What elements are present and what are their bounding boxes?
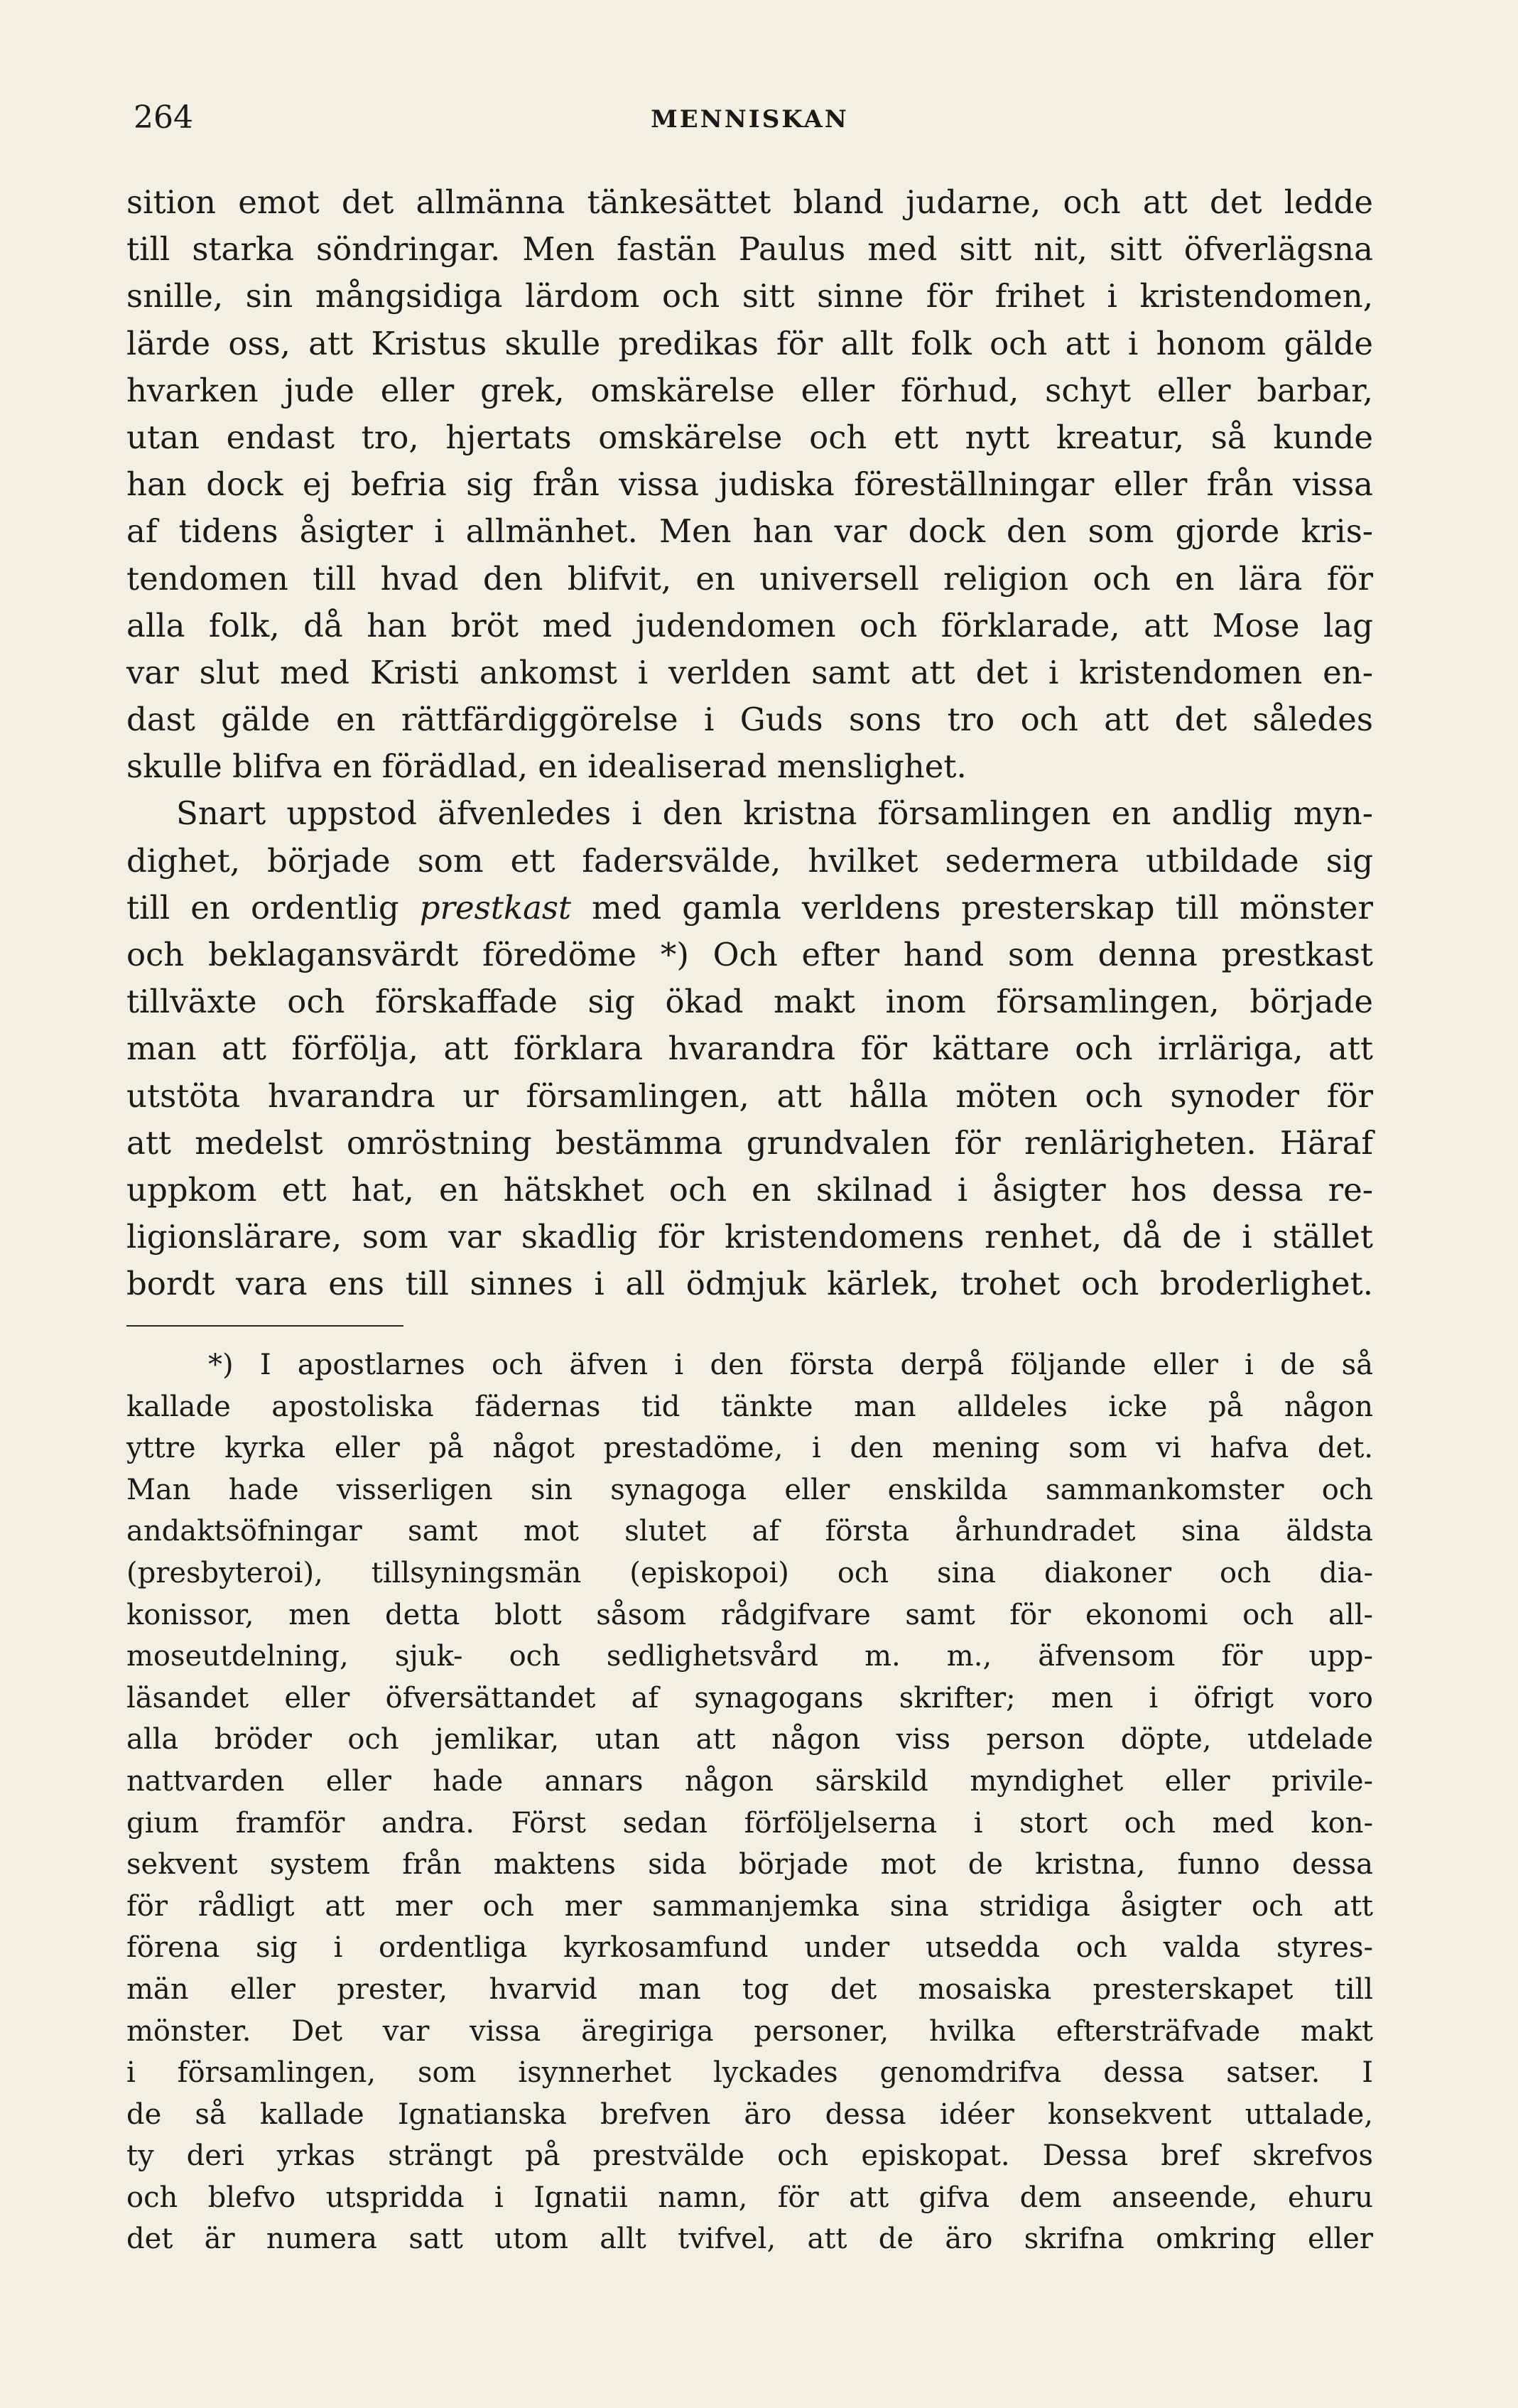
- text-line-with-italic: till en ordentlig prestkast med gamla verldens presterskap till mönster: [126, 888, 1374, 927]
- text-line: till starka söndringar. Men fastän Paulus med sitt nit, sitt öfverlägsna: [126, 230, 1373, 269]
- page-number: 264: [134, 99, 193, 136]
- text-line: snille, sin mångsidiga lärdom och sitt sinne för frihet i kristendomen,: [126, 277, 1373, 315]
- footnote-line: det är numera satt utom allt tvifvel, att de äro skrifna omkring eller: [126, 2223, 1373, 2256]
- text-line: utan endast tro, hjertats omskärelse och ett nytt kreatur, så kunde: [126, 418, 1373, 456]
- footnote: [126, 1344, 1373, 2260]
- text-line: att medelst omröstning bestämma grundvalen för renlärigheten. Häraf: [126, 1123, 1373, 1162]
- footnote-line: moseutdelning, sjuk- och sedlighetsvård m. m., äfvensom för upp-: [126, 1640, 1373, 1673]
- footnote-line: yttre kyrka eller på något prestadöme, i den mening som vi hafva det.: [126, 1432, 1373, 1465]
- footnote-line: förena sig i ordentliga kyrkosamfund under utsedda och valda styres-: [126, 1931, 1373, 1965]
- text-line: lärde oss, att Kristus skulle predikas för allt folk och att i honom gälde: [126, 324, 1373, 362]
- footnote-line: kallade apostoliska fädernas tid tänkte man alldeles icke på någon: [126, 1390, 1373, 1423]
- text-line: man att förfölja, att förklara hvarandra för kättare och irrläriga, att: [126, 1030, 1373, 1068]
- footnote-line: för rådligt att mer och mer sammanjemka sina stridiga åsigter och att: [126, 1889, 1373, 1923]
- text-line: tillväxte och förskaffade sig ökad makt inom församlingen, började: [126, 983, 1373, 1021]
- footnote-line: Man hade visserligen sin synagoga eller enskilda sammankomster och: [126, 1473, 1373, 1506]
- text-line: af tidens åsigter i allmänhet. Men han var dock den som gjorde kris-: [126, 512, 1373, 551]
- footnote-line: gium framför andra. Först sedan förföljelserna i stort och med kon-: [126, 1806, 1373, 1840]
- footnote-line: läsandet eller öfversättandet af synagogans skrifter; men i öfrigt voro: [126, 1681, 1373, 1715]
- footnote-line: *) I apostlarnes och äfven i den första derpå följande eller i de så: [208, 1349, 1373, 1381]
- text-line: han dock ej befria sig från vissa judiska föreställningar eller från vissa: [126, 465, 1373, 504]
- footnote-line: konissor, men detta blott såsom rådgifvare samt för ekonomi och all-: [126, 1598, 1373, 1631]
- text-line: uppkom ett hat, en hätskhet och en skilnad i åsigter hos dessa re-: [126, 1170, 1373, 1209]
- footnote-line: de så kallade Ignatianska brefven äro dessa idéer konsekvent uttalade,: [126, 2097, 1373, 2131]
- footnote-line: (presbyteroi), tillsyningsmän (episkopoi) och sina diakoner och dia-: [126, 1556, 1373, 1589]
- text-line: alla folk, då han bröt med judendomen och förklarade, att Mose lag: [126, 606, 1373, 644]
- text-line: utstöta hvarandra ur församlingen, att hålla möten och synoder för: [126, 1076, 1373, 1115]
- footnote-line: mönster. Det var vissa äregiriga personer, hvilka eftersträfvade makt: [126, 2014, 1373, 2048]
- footnote-divider: [126, 1325, 403, 1327]
- footnote-line: män eller prester, hvarvid man tog det mosaiska presterskapet till: [126, 1972, 1373, 2006]
- footnote-line: ty deri yrkas strängt på prestvälde och episkopat. Dessa bref skrefvos: [126, 2139, 1373, 2173]
- text-line: dighet, började som ett fadersvälde, hvilket sedermera utbildade sig: [126, 841, 1373, 880]
- text-line: hvarken jude eller grek, omskärelse eller förhud, schyt eller barbar,: [126, 371, 1373, 409]
- page-header: [126, 99, 1373, 149]
- text-line: var slut med Kristi ankomst i verlden samt att det i kristendomen en-: [126, 653, 1373, 691]
- footnote-line: nattvarden eller hade annars någon särskild myndighet eller privile-: [126, 1764, 1373, 1798]
- text-line: tendomen till hvad den blifvit, en universell religion och en lära för: [126, 559, 1373, 598]
- text-line: sition emot det allmänna tänkesättet bland judarne, och att det ledde: [126, 183, 1373, 221]
- footnote-line: sekvent system från maktens sida började mot de kristna, funno dessa: [126, 1848, 1373, 1881]
- text-line: ligionslärare, som var skadlig för kristendomens renhet, då de i stället: [126, 1218, 1373, 1256]
- footnote-line: i församlingen, som isynnerhet lyckades genomdrifva dessa satser. I: [126, 2056, 1373, 2090]
- italic-term: prestkast: [419, 888, 572, 927]
- text-line: bordt vara ens till sinnes i all ödmjuk kärlek, trohet och broderlighet.: [126, 1265, 1373, 1303]
- footnote-line: och blefvo utspridda i Ignatii namn, för att gifva dem anseende, ehuru: [126, 2181, 1373, 2214]
- text-line: Snart uppstod äfvenledes i den kristna församlingen en andlig myn-: [176, 794, 1373, 833]
- text-line: och beklagansvärdt föredöme *) Och efter hand som denna prestkast: [126, 936, 1373, 973]
- running-title: MENNISKAN: [651, 105, 849, 134]
- text-line: dast gälde en rättfärdiggörelse i Guds sons tro och att det således: [126, 701, 1373, 739]
- footnote-line: alla bröder och jemlikar, utan att någon viss person döpte, utdelade: [126, 1723, 1373, 1756]
- text-line: skulle blifva en förädlad, en idealiserad menslighet.: [126, 747, 967, 786]
- footnote-line: andaktsöfningar samt mot slutet af första århundradet sina äldsta: [126, 1515, 1373, 1548]
- main-text: [126, 179, 1373, 1308]
